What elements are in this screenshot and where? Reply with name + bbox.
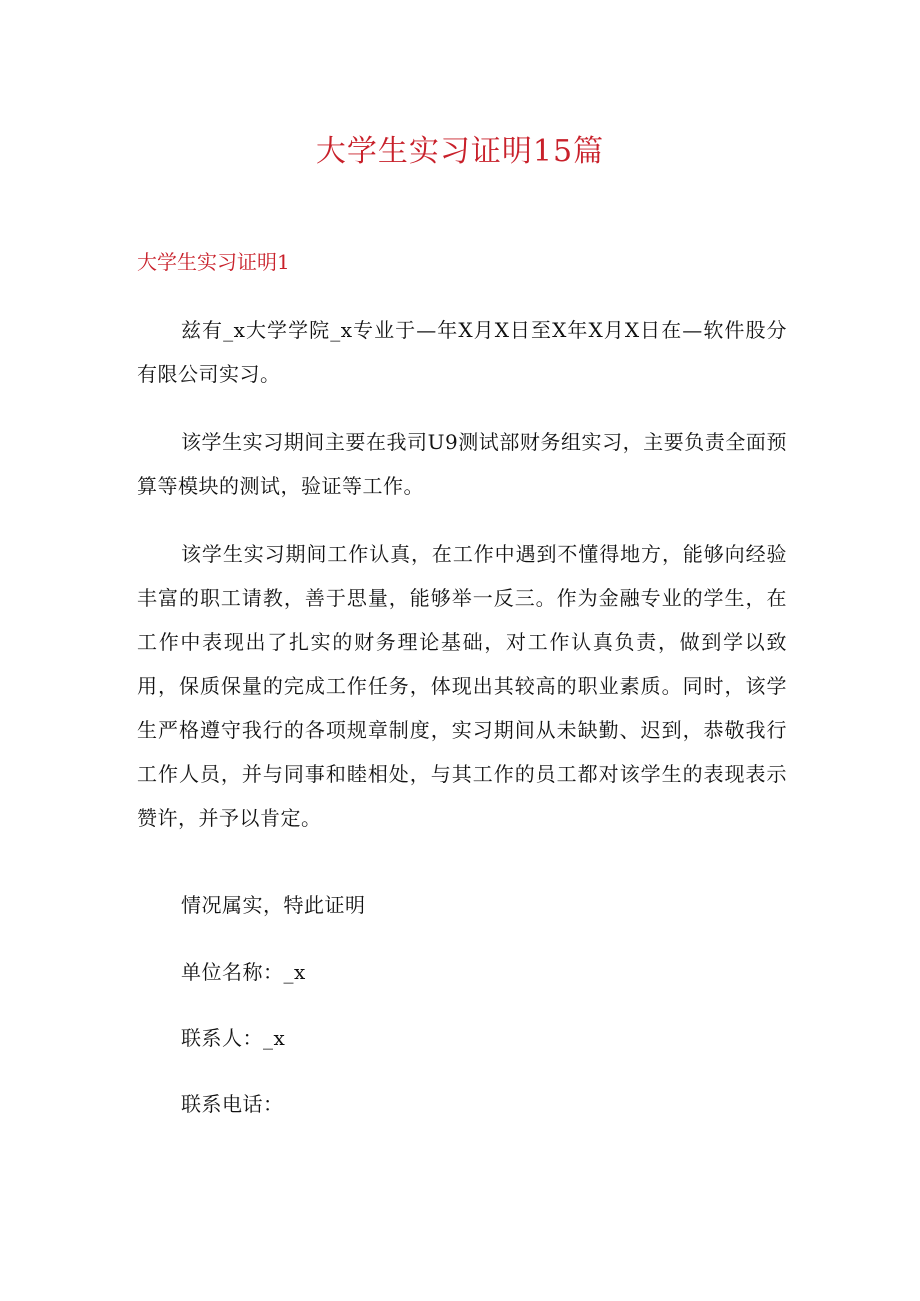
paragraph-intro: 兹有_x大学学院_x专业于—年X月X日至X年X月X日在—软件股分有限公司实习。	[137, 318, 787, 386]
contact-person-field: 联系人：_x	[181, 1026, 286, 1050]
paragraph-evaluation: 该学生实习期间工作认真，在工作中遇到不懂得地方，能够向经验丰富的职工请教，善于思量，能够举一反三。作为金融专业的学生，在工作中表现出了扎实的财务理论基础，对工作认真负责，做到学以致用，保质保量的完成工作任务，体现出其较高的职业素质。同时，该学生严格遵守我行的各项规章制度，实习期间从未缺勤、迟到，恭敬我行工作人员，并与同事和睦相处，与其工作的员工都对该学生的表现表示赞许，并予以肯定。	[137, 542, 787, 830]
document-title: 大学生实习证明15篇	[315, 134, 605, 169]
section-heading: 大学生实习证明1	[137, 250, 290, 274]
paragraph-duties: 该学生实习期间主要在我司U9测试部财务组实习，主要负责全面预算等模块的测试，验证等工作。	[137, 430, 787, 498]
closing-statement: 情况属实，特此证明	[181, 893, 366, 917]
contact-phone-field: 联系电话：	[181, 1092, 284, 1116]
unit-name-field: 单位名称：_x	[181, 960, 306, 984]
